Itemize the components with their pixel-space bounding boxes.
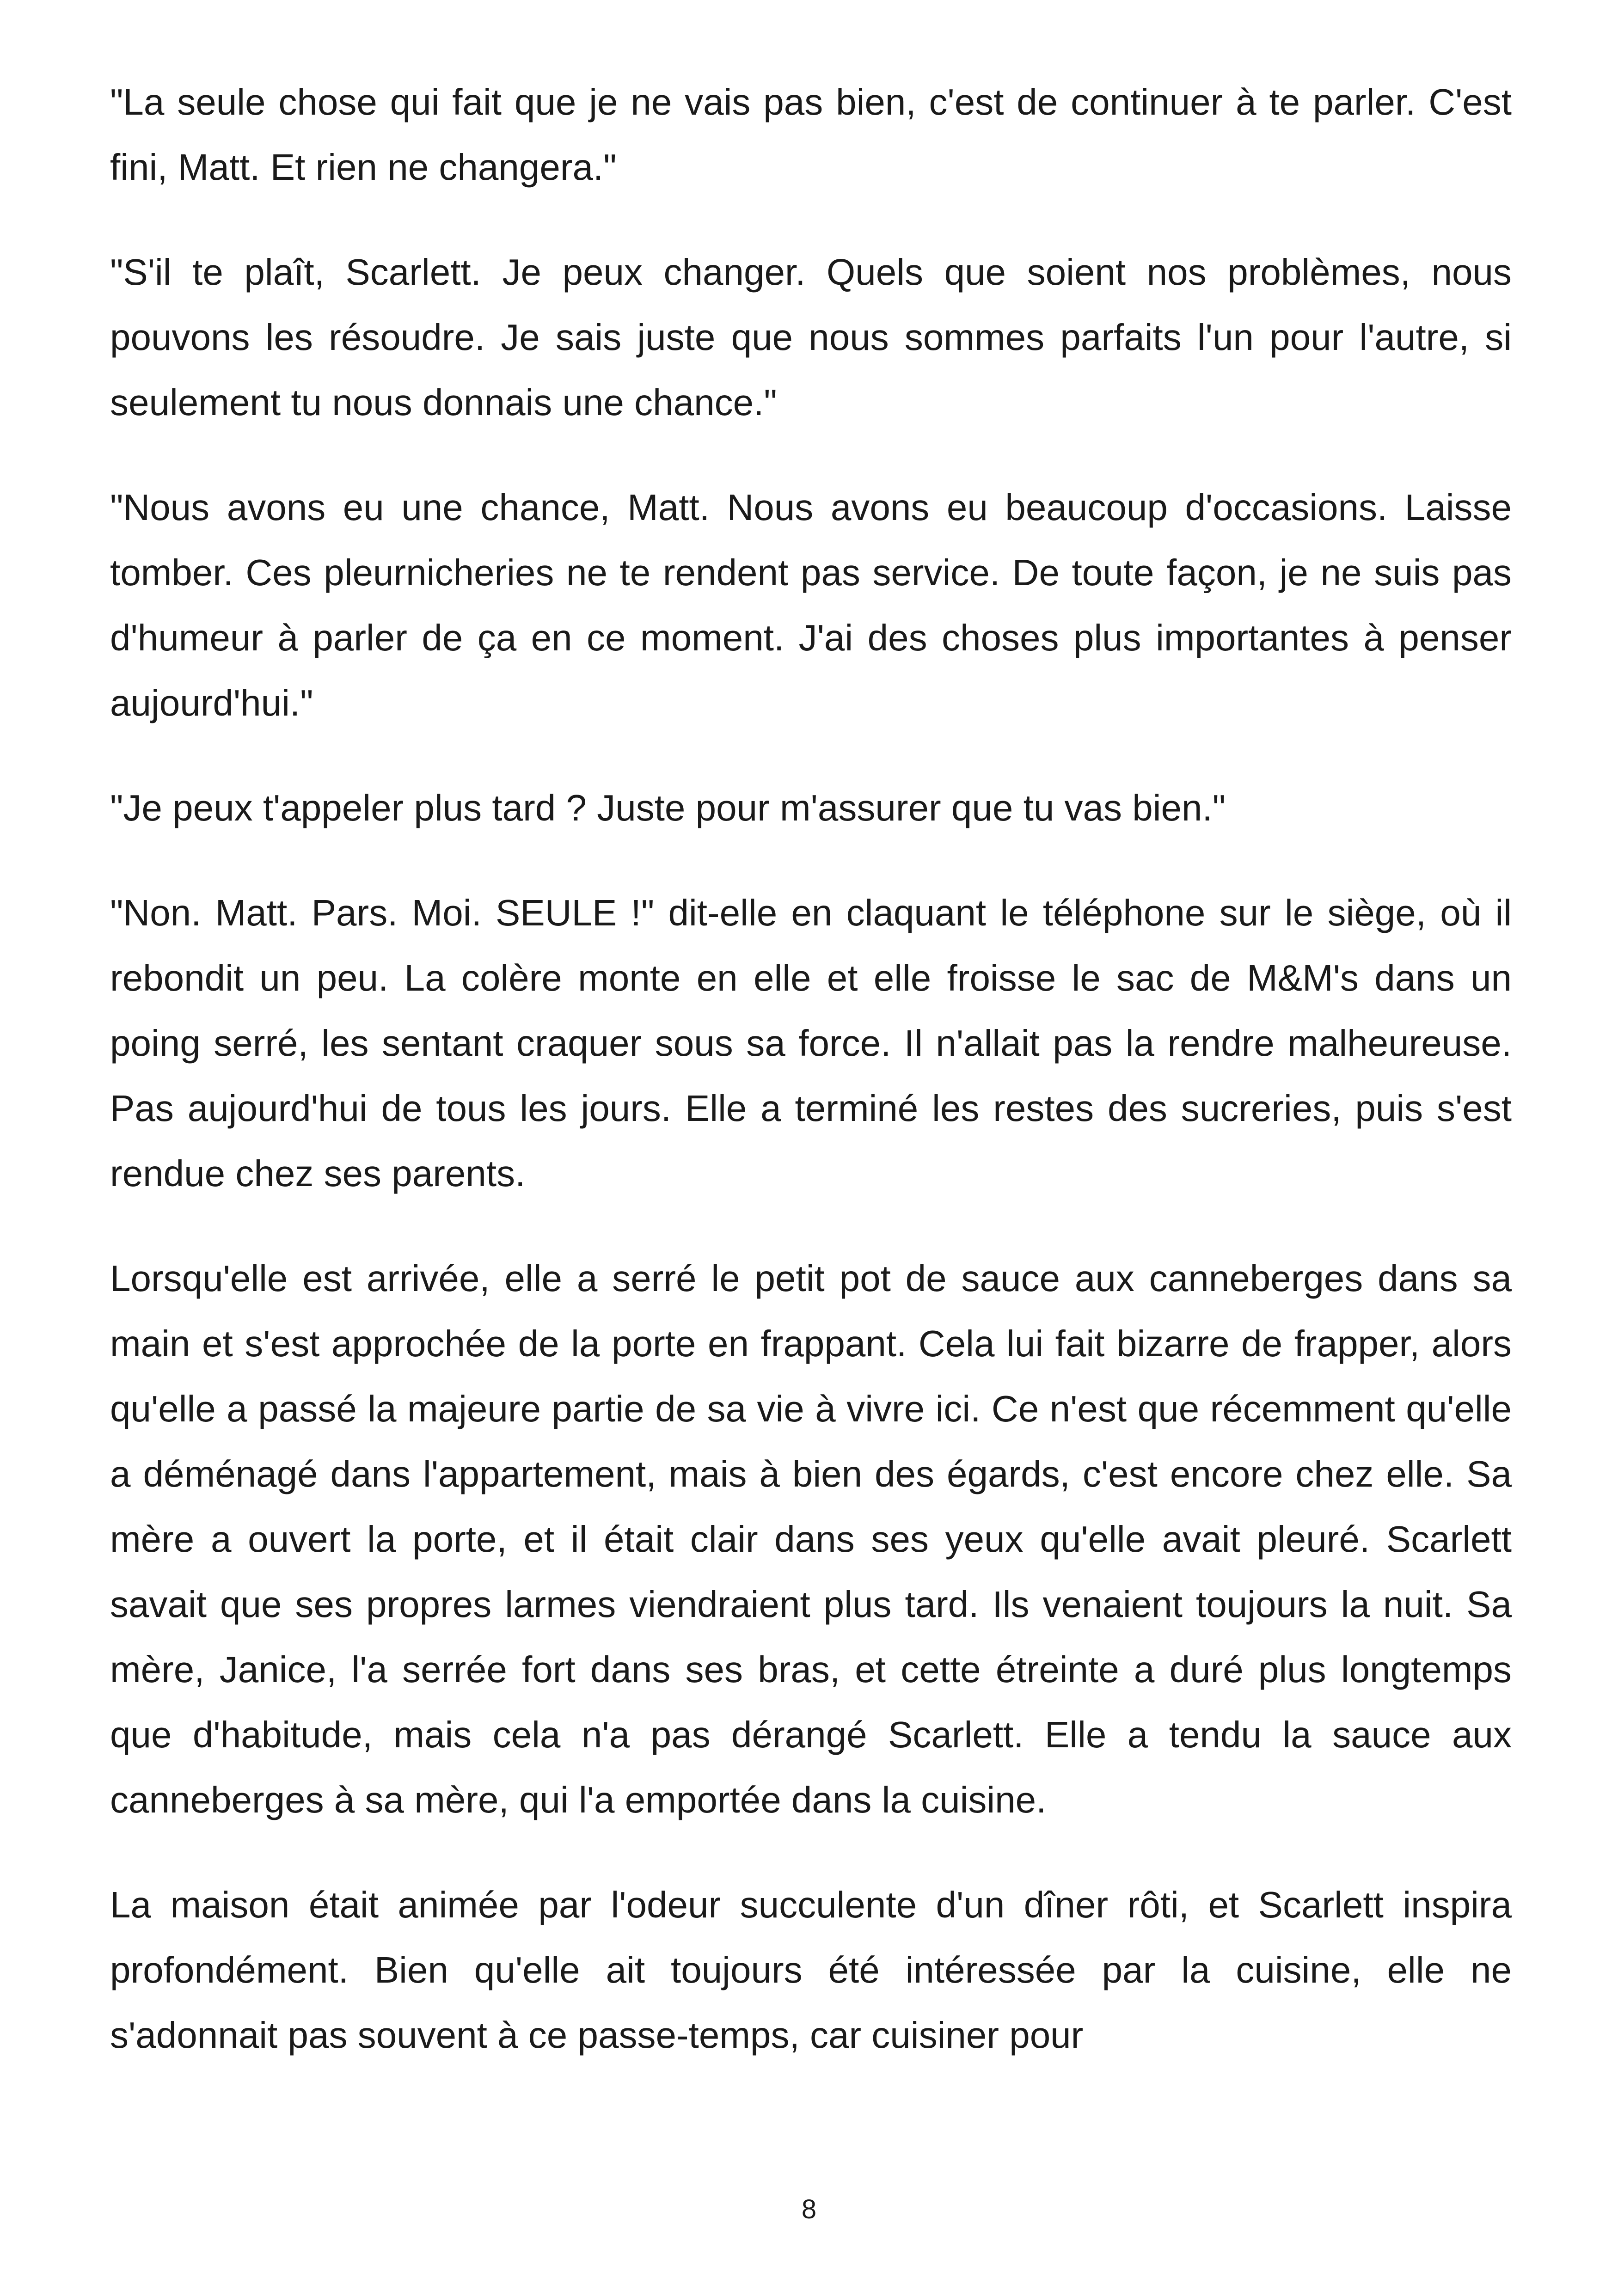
paragraph-1: "La seule chose qui fait que je ne vais pas bien, c'est de continuer à te parler. C'est fini, Matt. Et rien ne changera." (110, 81, 1512, 188)
paragraph-2: "S'il te plaît, Scarlett. Je peux changer. Quels que soient nos problèmes, nous pouvons les résoudre. Je sais juste que nous sommes parfaits l'un pour l'autre, si seulement tu nous donnais une chance." (110, 251, 1512, 423)
paragraph-7: La maison était animée par l'odeur succulente d'un dîner rôti, et Scarlett inspira profondément. Bien qu'elle ait toujours été intéressée par la cuisine, elle ne s'adonnait pas souvent à ce passe-temps, car cuisiner pour (110, 1884, 1512, 2056)
body-text (110, 69, 1512, 2107)
paragraph-5: "Non. Matt. Pars. Moi. SEULE !" dit-elle en claquant le téléphone sur le siège, où il rebondit un peu. La colère monte en elle et elle froisse le sac de M&M's dans un poing serré, les sentant craquer sous sa force. Il n'allait pas la rendre malheureuse. Pas aujourd'hui de tous les jours. Elle a terminé les restes des sucreries, puis s'est rendue chez ses parents. (110, 892, 1512, 1194)
paragraph-4: "Je peux t'appeler plus tard ? Juste pour m'assurer que tu vas bien." (110, 787, 1226, 828)
paragraph-6: Lorsqu'elle est arrivée, elle a serré le petit pot de sauce aux canneberges dans sa main et s'est approchée de la porte en frappant. Cela lui fait bizarre de frapper, alors qu'elle a passé la majeure partie de sa vie à vivre ici. Ce n'est que récemment qu'elle a déménagé dans l'appartement, mais à bien des égards, c'est encore chez elle. Sa mère a ouvert la porte, et il était clair dans ses yeux qu'elle avait pleuré. Scarlett savait que ses propres larmes viendraient plus tard. Ils venaient toujours la nuit. Sa mère, Janice, l'a serrée fort dans ses bras, et cette étreinte a duré plus longtemps que d'habitude, mais cela n'a pas dérangé Scarlett. Elle a tendu la sauce aux canneberges à sa mère, qui l'a emportée dans la cuisine. (110, 1258, 1512, 1820)
paragraph-3: "Nous avons eu une chance, Matt. Nous avons eu beaucoup d'occasions. Laisse tomber. Ces pleurnicheries ne te rendent pas service. De toute façon, je ne suis pas d'humeur à parler de ça en ce moment. J'ai des choses plus importantes à penser aujourd'hui." (110, 487, 1512, 723)
page-number: 8 (801, 2194, 817, 2224)
